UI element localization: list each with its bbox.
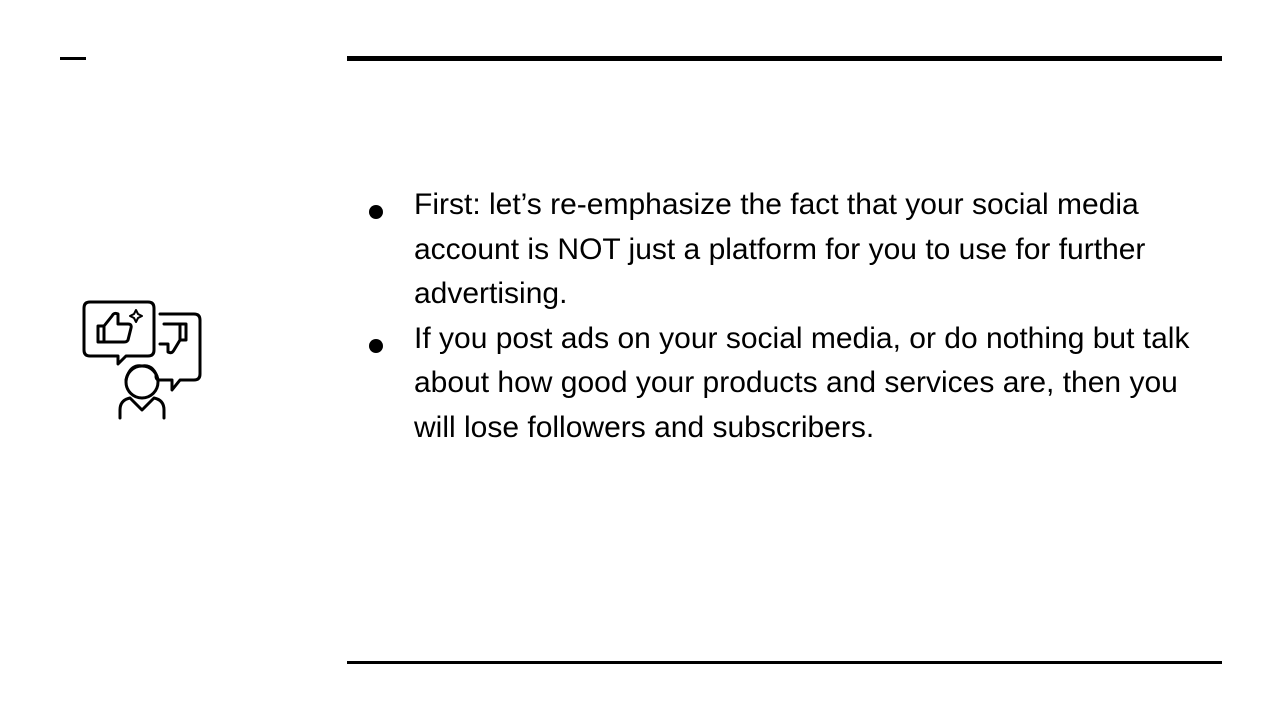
bullet-dot — [369, 339, 383, 353]
top-divider-line — [347, 56, 1222, 61]
bullet-text: First: let’s re-emphasize the fact that your social media account is NOT just a platform for you to use for further advertising. — [414, 188, 1146, 310]
bullet-item — [366, 183, 1216, 317]
bullet-item — [366, 317, 1216, 451]
bullet-text: If you post ads on your social media, or do nothing but talk about how good your products and services are, then you will lose followers and subscribers. — [414, 321, 1190, 444]
corner-dash-decoration — [60, 57, 86, 60]
social-media-feedback-icon — [80, 298, 204, 422]
bullet-dot — [369, 205, 383, 219]
bottom-divider-line — [347, 661, 1222, 664]
bullet-list — [366, 183, 1216, 450]
